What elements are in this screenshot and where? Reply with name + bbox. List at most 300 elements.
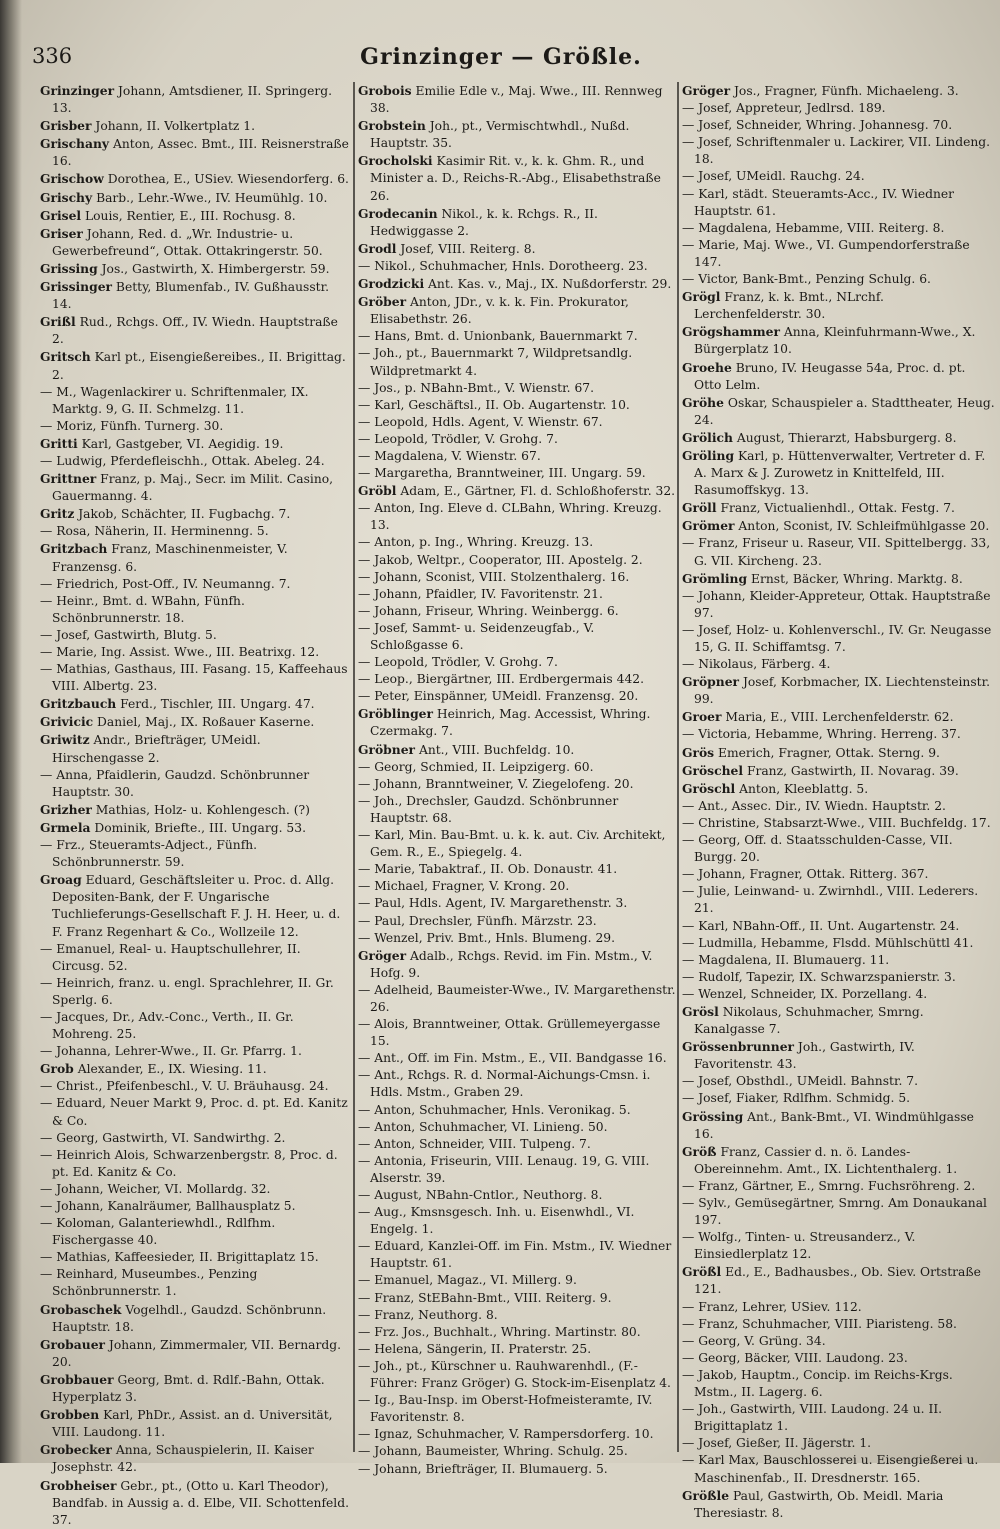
entry-details: — Joh., Gastwirth, VIII. Laudong. 24 u. II. Brigittaplatz 1.	[682, 1402, 943, 1434]
directory-entry	[40, 313, 352, 348]
directory-entry	[358, 1392, 676, 1426]
directory-entry	[358, 913, 676, 930]
entry-details: Vogelhdl., Gaudzd. Schönbrunn. Hauptstr. 18.	[52, 1302, 327, 1334]
entry-details: Joh., pt., Vermischtwhdl., Nußd. Hauptstr. 35.	[370, 119, 630, 151]
directory-entry	[40, 1181, 352, 1198]
page-header	[32, 44, 970, 74]
entry-surname: Grömer	[682, 518, 735, 534]
entry-details: — Paul, Drechsler, Fünfh. Märzstr. 23.	[358, 913, 597, 928]
entry-surname: Grobaschek	[40, 1301, 122, 1317]
entry-details: Franz, k. k. Bmt., NLrchf. Lerchenfelderstr. 30.	[694, 290, 884, 322]
directory-entry	[682, 220, 995, 237]
entry-details: — Johann, Fragner, Ottak. Ritterg. 367.	[682, 867, 929, 882]
entry-details: Ernst, Bäcker, Whring. Marktg. 8.	[747, 571, 963, 586]
directory-entry	[682, 1195, 995, 1229]
entry-details: Johann, Amtsdiener, II. Springerg. 13.	[52, 84, 333, 116]
directory-entry	[682, 323, 995, 358]
entry-surname: Größ	[682, 1143, 717, 1159]
entry-details: Dorothea, E., USiev. Wiesendorferg. 6.	[103, 172, 349, 187]
directory-entry	[682, 570, 995, 588]
directory-entry	[40, 576, 352, 593]
directory-entry	[682, 100, 995, 117]
directory-entry	[682, 780, 995, 798]
directory-entry	[40, 731, 352, 766]
directory-entry	[682, 117, 995, 134]
directory-entry	[358, 482, 676, 500]
entry-details: Barb., Lehr.-Wwe., IV. Heumühlg. 10.	[92, 190, 328, 205]
entry-details: Johann, Zimmermaler, VII. Bernardg. 20.	[52, 1337, 342, 1369]
entry-details: August, Thierarzt, Habsburgerg. 8.	[732, 430, 957, 445]
directory-entry	[358, 258, 676, 275]
directory-entry	[682, 918, 995, 935]
directory-entry	[358, 654, 676, 671]
directory-entry	[358, 1426, 676, 1443]
entry-details: — Helena, Sängerin, II. Praterstr. 25.	[358, 1341, 592, 1356]
directory-entry	[40, 135, 352, 170]
directory-entry	[358, 1102, 676, 1119]
directory-entry	[358, 1238, 676, 1272]
entry-details: — Jakob, Weltpr., Cooperator, III. Apostelg. 2.	[358, 552, 643, 567]
directory-entry	[358, 1153, 676, 1187]
entry-details: — Georg, Bäcker, VIII. Laudong. 23.	[682, 1350, 908, 1365]
directory-entry	[358, 1272, 676, 1289]
directory-entry	[40, 1406, 352, 1441]
directory-entry	[40, 1336, 352, 1371]
directory-entry	[682, 1316, 995, 1333]
directory-entry	[358, 431, 676, 448]
entry-details: — Joh., Drechsler, Gaudzd. Schönbrunner Hauptstr. 68.	[358, 793, 619, 825]
directory-entry	[682, 134, 995, 168]
entry-details: — Rudolf, Tapezir, IX. Schwarzspanierstr. 3.	[682, 969, 956, 984]
directory-entry	[682, 1143, 995, 1178]
directory-entry	[682, 288, 995, 323]
entry-details: — Karl Max, Bauschlosserei u. Eisengießerei u. Maschinenfab., II. Dresdnerstr. 165.	[682, 1453, 979, 1485]
entry-details: Alexander, E., IX. Wiesing. 11.	[73, 1062, 267, 1077]
entry-surname: Gröhe	[682, 394, 724, 410]
entry-surname: Gritsch	[40, 349, 91, 365]
directory-entry	[682, 622, 995, 656]
entry-details: — Jos., p. NBahn-Bmt., V. Wienstr. 67.	[358, 380, 595, 395]
directory-entry	[40, 170, 352, 188]
entry-details: — Josef, Fiaker, Rdlfhm. Schmidg. 5.	[682, 1091, 911, 1106]
directory-entry	[358, 930, 676, 947]
entry-details: — Franz, Schuhmacher, VIII. Piaristeng. 58.	[682, 1316, 957, 1331]
entry-surname: Gröll	[682, 500, 717, 516]
entry-details: — Marie, Tabaktraf., II. Ob. Donaustr. 41.	[358, 862, 618, 877]
entry-surname: Groehe	[682, 359, 732, 375]
page-number: 336	[32, 44, 73, 68]
entry-details: — Ludmilla, Hebamme, Flsdd. Mühlschüttl 41.	[682, 935, 974, 950]
entry-details: — Leop., Biergärtner, III. Erdbergermais 442.	[358, 672, 645, 687]
entry-details: Emerich, Fragner, Ottak. Sterng. 9.	[714, 745, 940, 760]
directory-entry	[358, 205, 676, 240]
entry-surname: Grobstein	[358, 118, 426, 134]
column-divider	[677, 82, 679, 1452]
entry-details: — Paul, Hdls. Agent, IV. Margarethenstr. 3.	[358, 896, 628, 911]
entry-details: Karl pt., Eisengießereibes., II. Brigittag. 2.	[52, 350, 346, 382]
entry-surname: Grischany	[40, 136, 110, 152]
directory-entry	[358, 705, 676, 740]
entry-details: — Josef, UMeidl. Rauchg. 24.	[682, 169, 865, 184]
entry-details: — Heinrich, franz. u. engl. Sprachlehrer, II. Gr. Sperlg. 6.	[40, 975, 334, 1007]
entry-details: — Reinhard, Museumbes., Penzing Schönbrunnerstr. 1.	[40, 1267, 258, 1299]
directory-entry	[682, 673, 995, 708]
directory-entry	[40, 418, 352, 435]
entry-details: Nikolaus, Schuhmacher, Smrng. Kanalgasse 7.	[694, 1004, 924, 1037]
directory-entry	[40, 1301, 352, 1336]
directory-entry	[358, 275, 676, 293]
entry-surname: Grisber	[40, 118, 92, 134]
directory-entry	[682, 517, 995, 535]
entry-details: — Karl, NBahn-Off., II. Unt. Augartenstr. 24.	[682, 918, 960, 933]
entry-surname: Grissinger	[40, 279, 113, 295]
entry-details: — Johann, Weicher, VI. Mollardg. 32.	[40, 1181, 271, 1196]
entry-details: — Julie, Leinwand- u. Zwirnhdl., VIII. Lederers. 21.	[682, 884, 979, 916]
entry-details: — Johann, Branntweiner, V. Ziegelofeng. 20.	[358, 776, 634, 791]
directory-entry	[682, 952, 995, 969]
directory-entry	[682, 82, 995, 100]
entry-surname: Grisel	[40, 207, 82, 223]
directory-entry	[682, 883, 995, 917]
entry-details: Eduard, Geschäftsleiter u. Proc. d. Allg. Depositen-Bank, der F. Ungarische Tuchlieferungs-Gesellschaft F. J. H. Heer, u. d. F. Franz Regenhart & Co., Wollzeile 12.	[52, 873, 341, 939]
directory-entry	[358, 1307, 676, 1324]
entry-details: — Eduard, Kanzlei-Off. im Fin. Mstm., IV. Wiedner Hauptstr. 61.	[358, 1239, 672, 1271]
entry-details: — Josef, Gastwirth, Blutg. 5.	[40, 627, 217, 642]
directory-entry	[358, 1443, 676, 1460]
directory-entry	[682, 168, 995, 185]
directory-entry	[40, 207, 352, 225]
entry-details: Anton, Assec. Bmt., III. Reisnerstraße 16.	[52, 137, 349, 169]
entry-details: — Christ., Pfeifenbeschl., V. U. Bräuhausg. 24.	[40, 1079, 329, 1094]
entry-details: Jakob, Schächter, II. Fugbachg. 7.	[74, 507, 291, 522]
entry-details: — Josef, Gießer, II. Jägerstr. 1.	[682, 1436, 872, 1451]
entry-surname: Grölich	[682, 429, 733, 445]
entry-details: Johann, II. Volkertplatz 1.	[91, 119, 256, 134]
entry-details: — Ant., Off. im Fin. Mstm., E., VII. Bandgasse 16.	[358, 1051, 667, 1066]
entry-surname: Gröschel	[682, 762, 744, 778]
directory-entry	[682, 1350, 995, 1367]
entry-details: — Ig., Bau-Insp. im Oberst-Hofmeisteramte, IV. Favoritenstr. 8.	[358, 1393, 653, 1425]
directory-entry	[40, 1060, 352, 1078]
entry-details: Josef, Korbmacher, IX. Liechtensteinstr. 99.	[694, 675, 991, 707]
directory-entry	[358, 552, 676, 569]
entry-details: Karl, Gastgeber, VI. Aegidig. 19.	[77, 436, 284, 451]
directory-entry	[682, 1367, 995, 1401]
directory-entry	[682, 832, 995, 866]
entry-details: Heinrich, Mag. Accessist, Whring. Czermakg. 7.	[370, 707, 651, 739]
entry-details: — Joh., pt., Bauernmarkt 7, Wildpretsandlg. Wildpretmarkt 4.	[358, 346, 633, 378]
entry-details: — Jacques, Dr., Adv.-Conc., Verth., II. Gr. Mohreng. 25.	[40, 1009, 294, 1042]
entry-surname: Grössenbrunner	[682, 1039, 794, 1055]
directory-entry	[40, 540, 352, 575]
entry-details: Gebr., pt., (Otto u. Karl Theodor), Bandfab. in Aussig a. d. Elbe, VII. Schottenfeld. 37.	[52, 1478, 350, 1527]
directory-entry	[40, 523, 352, 540]
entry-details: — Marie, Ing. Assist. Wwe., III. Beatrixg. 12.	[40, 645, 320, 659]
directory-entry	[682, 1108, 995, 1143]
directory-entry	[682, 186, 995, 220]
directory-entry	[40, 117, 352, 135]
entry-surname: Grobbauer	[40, 1371, 114, 1387]
entry-surname: Gritzbauch	[40, 696, 117, 712]
directory-entry	[358, 1324, 676, 1341]
directory-entry	[358, 117, 676, 152]
directory-entry	[682, 271, 995, 288]
directory-entry	[40, 1371, 352, 1406]
entry-details: Ant., VIII. Buchfeldg. 10.	[415, 742, 575, 757]
directory-entry	[40, 1249, 352, 1266]
entry-details: — Moriz, Fünfh. Turnerg. 30.	[40, 418, 224, 433]
entry-details: — Johann, Pfaidler, IV. Favoritenstr. 21.	[358, 586, 603, 601]
entry-details: Karl, p. Hüttenverwalter, Vertreter d. F. A. Marx & J. Zurowetz in Knittelfeld, III. Rasumoffskyg. 13.	[694, 448, 986, 498]
entry-details: Anton, Sconist, IV. Schleifmühlgasse 20.	[734, 519, 990, 534]
entry-surname: Grodecanin	[358, 205, 438, 221]
entry-details: — Josef, Schriftenmaler u. Lackirer, VII. Lindeng. 18.	[682, 135, 991, 167]
directory-entry	[358, 465, 676, 482]
entry-details: — Heinr., Bmt. d. WBahn, Fünfh. Schönbrunnerstr. 18.	[40, 593, 245, 625]
directory-entry	[358, 569, 676, 586]
entry-details: — Marie, Maj. Wwe., VI. Gumpendorferstraße 147.	[682, 237, 970, 269]
entry-details: — Friedrich, Post-Off., IV. Neumanng. 7.	[40, 576, 291, 591]
entry-details: — Johann, Kanalräumer, Ballhausplatz 5.	[40, 1199, 296, 1213]
entry-surname: Griser	[40, 225, 83, 241]
directory-entry	[682, 935, 995, 952]
entry-details: — Ignaz, Schuhmacher, V. Rampersdorferg. 10.	[358, 1427, 654, 1442]
entry-details: Anton, Kleeblattg. 5.	[735, 781, 869, 796]
entry-details: — M., Wagenlackirer u. Schriftenmaler, IX. Marktg. 9, G. II. Schmelzg. 11.	[40, 384, 309, 416]
entry-details: — Koloman, Galanteriewhdl., Rdlfhm. Fischergasse 40.	[40, 1216, 276, 1248]
directory-entry	[682, 1090, 995, 1107]
entry-details: — Aug., Kmsnsgesch. Inh. u. Eisenwhdl., VI. Engelg. 1.	[358, 1205, 635, 1237]
entry-surname: Gröbl	[358, 483, 397, 499]
entry-details: — Peter, Einspänner, UMeidl. Franzensg. 20.	[358, 689, 639, 704]
entry-details: Franz, p. Maj., Secr. im Milit. Casino, Gauermanng. 4.	[52, 472, 334, 504]
entry-details: — Karl, städt. Steueramts-Acc., IV. Wiedner Hauptstr. 61.	[682, 186, 955, 218]
entry-details: Dominik, Briefte., III. Ungarg. 53.	[90, 820, 306, 835]
directory-entry	[358, 152, 676, 204]
directory-entry	[40, 1441, 352, 1476]
directory-entry	[40, 661, 352, 695]
entry-surname: Gritti	[40, 435, 78, 451]
entry-details: Anton, JDr., v. k. k. Fin. Prokurator, Elisabethstr. 26.	[370, 295, 629, 327]
directory-entry	[682, 762, 995, 780]
directory-entry	[40, 1215, 352, 1249]
entry-details: — Leopold, Trödler, V. Grohg. 7.	[358, 431, 558, 446]
entry-details: Georg, Bmt. d. Rdlf.-Bahn, Ottak. Hyperplatz 3.	[52, 1372, 325, 1405]
directory-entry	[40, 1043, 352, 1060]
entry-surname: Größl	[682, 1264, 722, 1280]
entry-details: — Magdalena, II. Blumauerg. 11.	[682, 952, 890, 967]
entry-details: — Anton, Schuhmacher, VI. Linieng. 50.	[358, 1119, 608, 1134]
entry-surname: Groag	[40, 872, 82, 888]
directory-entry	[682, 1178, 995, 1195]
entry-details: — Nikol., Schuhmacher, Hnls. Dorotheerg. 23.	[358, 258, 648, 273]
directory-entry	[40, 975, 352, 1009]
entry-details: — Victoria, Hebamme, Whring. Herreng. 37.	[682, 727, 961, 742]
directory-entry	[358, 500, 676, 534]
entry-surname: Grmela	[40, 819, 91, 835]
directory-entry	[358, 982, 676, 1016]
directory-entry	[358, 861, 676, 878]
directory-entry	[358, 1119, 676, 1136]
entry-details: — Johann, Kleider-Appreteur, Ottak. Hauptstraße 97.	[682, 588, 991, 620]
entry-surname: Gröger	[358, 947, 407, 963]
directory-entry	[40, 837, 352, 871]
entry-surname: Grissing	[40, 260, 98, 276]
directory-entry	[40, 435, 352, 453]
entry-surname: Grischow	[40, 171, 104, 187]
directory-entry	[358, 240, 676, 258]
entry-details: — Josef, Appreteur, Jedlrsd. 189.	[682, 101, 886, 116]
directory-entry	[358, 1187, 676, 1204]
directory-entry	[358, 397, 676, 414]
directory-entry	[40, 695, 352, 713]
directory-entry	[358, 620, 676, 654]
entry-details: Nikol., k. k. Rchgs. R., II. Hedwiggasse 2.	[370, 206, 598, 238]
entry-surname: Gröling	[682, 447, 735, 463]
entry-details: — Johann, Sconist, VIII. Stolzenthalerg. 16.	[358, 569, 630, 584]
entry-details: — Emanuel, Magaz., VI. Millerg. 9.	[358, 1273, 577, 1288]
entry-details: Adalb., Rchgs. Revid. im Fin. Mstm., V. Hofg. 9.	[370, 948, 653, 980]
directory-entry	[358, 1204, 676, 1238]
directory-entry	[358, 603, 676, 620]
directory-entry	[40, 260, 352, 278]
entry-details: Franz, Victualienhdl., Ottak. Festg. 7.	[716, 501, 955, 516]
directory-entry	[682, 656, 995, 673]
entry-surname: Grobois	[358, 83, 412, 98]
entry-details: — Alois, Branntweiner, Ottak. Grüllemeyergasse 15.	[358, 1017, 661, 1049]
entry-details: — Johann, Briefträger, II. Blumauerg. 5.	[358, 1461, 608, 1476]
entry-surname: Grobheiser	[40, 1477, 117, 1493]
directory-entry	[358, 586, 676, 603]
entry-details: — Mathias, Gasthaus, III. Fasang. 15, Kaffeehaus VIII. Albertg. 23.	[40, 662, 348, 694]
directory-entry	[358, 1341, 676, 1358]
directory-entry	[358, 328, 676, 345]
entry-surname: Grittner	[40, 471, 97, 487]
entry-surname: Grißl	[40, 314, 76, 330]
entry-details: Ferd., Tischler, III. Ungarg. 47.	[116, 697, 315, 712]
directory-entry	[40, 1130, 352, 1147]
page-title: Grinzinger — Größle.	[360, 44, 642, 70]
directory-entry	[40, 384, 352, 418]
entry-surname: Griwitz	[40, 732, 90, 748]
entry-details: — Johann, Baumeister, Whring. Schulg. 25.	[358, 1444, 628, 1459]
entry-surname: Grocholski	[358, 153, 433, 169]
directory-entry	[40, 713, 352, 731]
entry-details: — Josef, Sammt- u. Seidenzeugfab., V. Schloßgasse 6.	[358, 620, 595, 652]
entry-details: — Anton, Ing. Eleve d. CLBahn, Whring. Kreuzg. 13.	[358, 501, 662, 533]
entry-surname: Gritzbach	[40, 541, 108, 557]
entry-details: Joh., Gastwirth, IV. Favoritenstr. 43.	[694, 1040, 915, 1072]
entry-details: — August, NBahn-Cntlor., Neuthorg. 8.	[358, 1188, 603, 1202]
entry-details: Ant., Bank-Bmt., VI. Windmühlgasse 16.	[694, 1109, 974, 1141]
directory-entry	[358, 947, 676, 982]
directory-entry	[358, 671, 676, 688]
directory-entry	[358, 1358, 676, 1392]
entry-details: Betty, Blumenfab., IV. Gußhausstr. 14.	[52, 280, 330, 312]
directory-entry	[682, 744, 995, 762]
directory-entry	[682, 499, 995, 517]
directory-entry	[358, 1067, 676, 1101]
entry-details: — Franz, Lehrer, USiev. 112.	[682, 1299, 862, 1314]
entry-details: — Anton, Schneider, VIII. Tulpeng. 7.	[358, 1136, 591, 1151]
entry-details: — Eduard, Neuer Markt 9, Proc. d. pt. Ed. Kanitz & Co.	[40, 1096, 348, 1128]
directory-entry	[40, 82, 352, 117]
entry-surname: Grögl	[682, 289, 721, 305]
directory-entry	[358, 827, 676, 861]
entry-details: — Josef, Schneider, Whring. Johannesg. 70.	[682, 118, 953, 133]
entry-details: Bruno, IV. Heugasse 54a, Proc. d. pt. Otto Lelm.	[694, 360, 966, 392]
directory-entry	[682, 798, 995, 815]
entry-details: — Adelheid, Baumeister-Wwe., IV. Margarethenstr. 26.	[358, 982, 676, 1014]
directory-entry	[358, 1461, 676, 1478]
entry-surname: Grös	[682, 744, 715, 760]
entry-surname: Gröpner	[682, 674, 740, 690]
entry-surname: Grösl	[682, 1003, 719, 1019]
entry-details: — Magdalena, V. Wienstr. 67.	[358, 448, 541, 463]
directory-entry	[682, 535, 995, 569]
entry-details: — Wenzel, Schneider, IX. Porzellang. 4.	[682, 986, 928, 1001]
entry-details: — Margaretha, Branntweiner, III. Ungarg. 59.	[358, 466, 646, 481]
directory-entry	[40, 644, 352, 661]
entry-details: — Anton, p. Ing., Whring. Kreuzg. 13.	[358, 535, 594, 550]
directory-entry	[358, 293, 676, 328]
entry-details: Mathias, Holz- u. Kohlengesch. (?)	[91, 802, 310, 817]
directory-entry	[358, 776, 676, 793]
entry-details: — Wenzel, Priv. Bmt., Hnls. Blumeng. 29.	[358, 930, 615, 945]
entry-details: Paul, Gastwirth, Ob. Meidl. Maria Theresiastr. 8.	[694, 1488, 944, 1520]
directory-entry	[40, 819, 352, 837]
directory-entry	[682, 986, 995, 1003]
entry-details: Maria, E., VIII. Lerchenfelderstr. 62.	[721, 710, 954, 725]
directory-entry	[358, 793, 676, 827]
entry-details: — Magdalena, Hebamme, VIII. Reiterg. 8.	[682, 220, 945, 235]
entry-details: — Johann, Friseur, Whring. Weinbergg. 6.	[358, 603, 619, 618]
entry-details: — Ant., Rchgs. R. d. Normal-Aichungs-Cmsn. i. Hdls. Mstm., Graben 29.	[358, 1068, 651, 1100]
entry-details: — Frz. Jos., Buchhalt., Whring. Martinstr. 80.	[358, 1324, 641, 1339]
entry-details: — Sylv., Gemüsegärtner, Smrng. Am Donaukanal 197.	[682, 1196, 987, 1228]
entry-details: — Franz, Friseur u. Raseur, VII. Spittelbergg. 33, G. VII. Kircheng. 23.	[682, 536, 991, 568]
entry-surname: Gröbner	[358, 741, 416, 757]
entry-surname: Gröger	[682, 83, 731, 98]
entry-details: — Michael, Fragner, V. Krong. 20.	[358, 879, 570, 894]
directory-entry	[40, 1078, 352, 1095]
entry-details: Josef, VIII. Reiterg. 8.	[396, 241, 536, 256]
entry-details: Adam, E., Gärtner, Fl. d. Schloßhoferstr. 32.	[396, 484, 676, 499]
directory-entry	[682, 969, 995, 986]
directory-entry	[40, 348, 352, 383]
entry-details: — Karl, Min. Bau-Bmt. u. k. k. aut. Civ. Architekt, Gem. R., E., Spiegelg. 4.	[358, 828, 666, 860]
directory-entry	[40, 801, 352, 819]
directory-entry	[40, 1266, 352, 1300]
directory-entry	[682, 429, 995, 447]
directory-columns	[40, 82, 995, 1527]
entry-details: — Johanna, Lehrer-Wwe., II. Gr. Pfarrg. 1.	[40, 1044, 302, 1059]
entry-details: Emilie Edle v., Maj. Wwe., III. Rennweg 38.	[370, 84, 663, 116]
entry-details: — Ludwig, Pferdefleischh., Ottak. Abeleg. 24.	[40, 453, 325, 468]
entry-details: — Ant., Assec. Dir., IV. Wiedn. Hauptstr. 2.	[682, 798, 946, 813]
entry-details: — Leopold, Trödler, V. Grohg. 7.	[358, 655, 558, 670]
directory-entry	[682, 1435, 995, 1452]
entry-details: — Leopold, Hdls. Agent, V. Wienstr. 67.	[358, 414, 603, 429]
entry-details: — Karl, Geschäftsl., II. Ob. Augartenstr. 10.	[358, 397, 630, 412]
entry-surname: Grössing	[682, 1108, 744, 1124]
directory-entry	[40, 941, 352, 975]
entry-details: — Nikolaus, Färberg. 4.	[682, 657, 831, 672]
entry-surname: Größle	[682, 1487, 730, 1503]
directory-entry	[40, 1198, 352, 1215]
entry-surname: Grögshammer	[682, 324, 780, 340]
entry-details: Andr., Briefträger, UMeidl. Hirschengasse 2.	[52, 733, 261, 765]
